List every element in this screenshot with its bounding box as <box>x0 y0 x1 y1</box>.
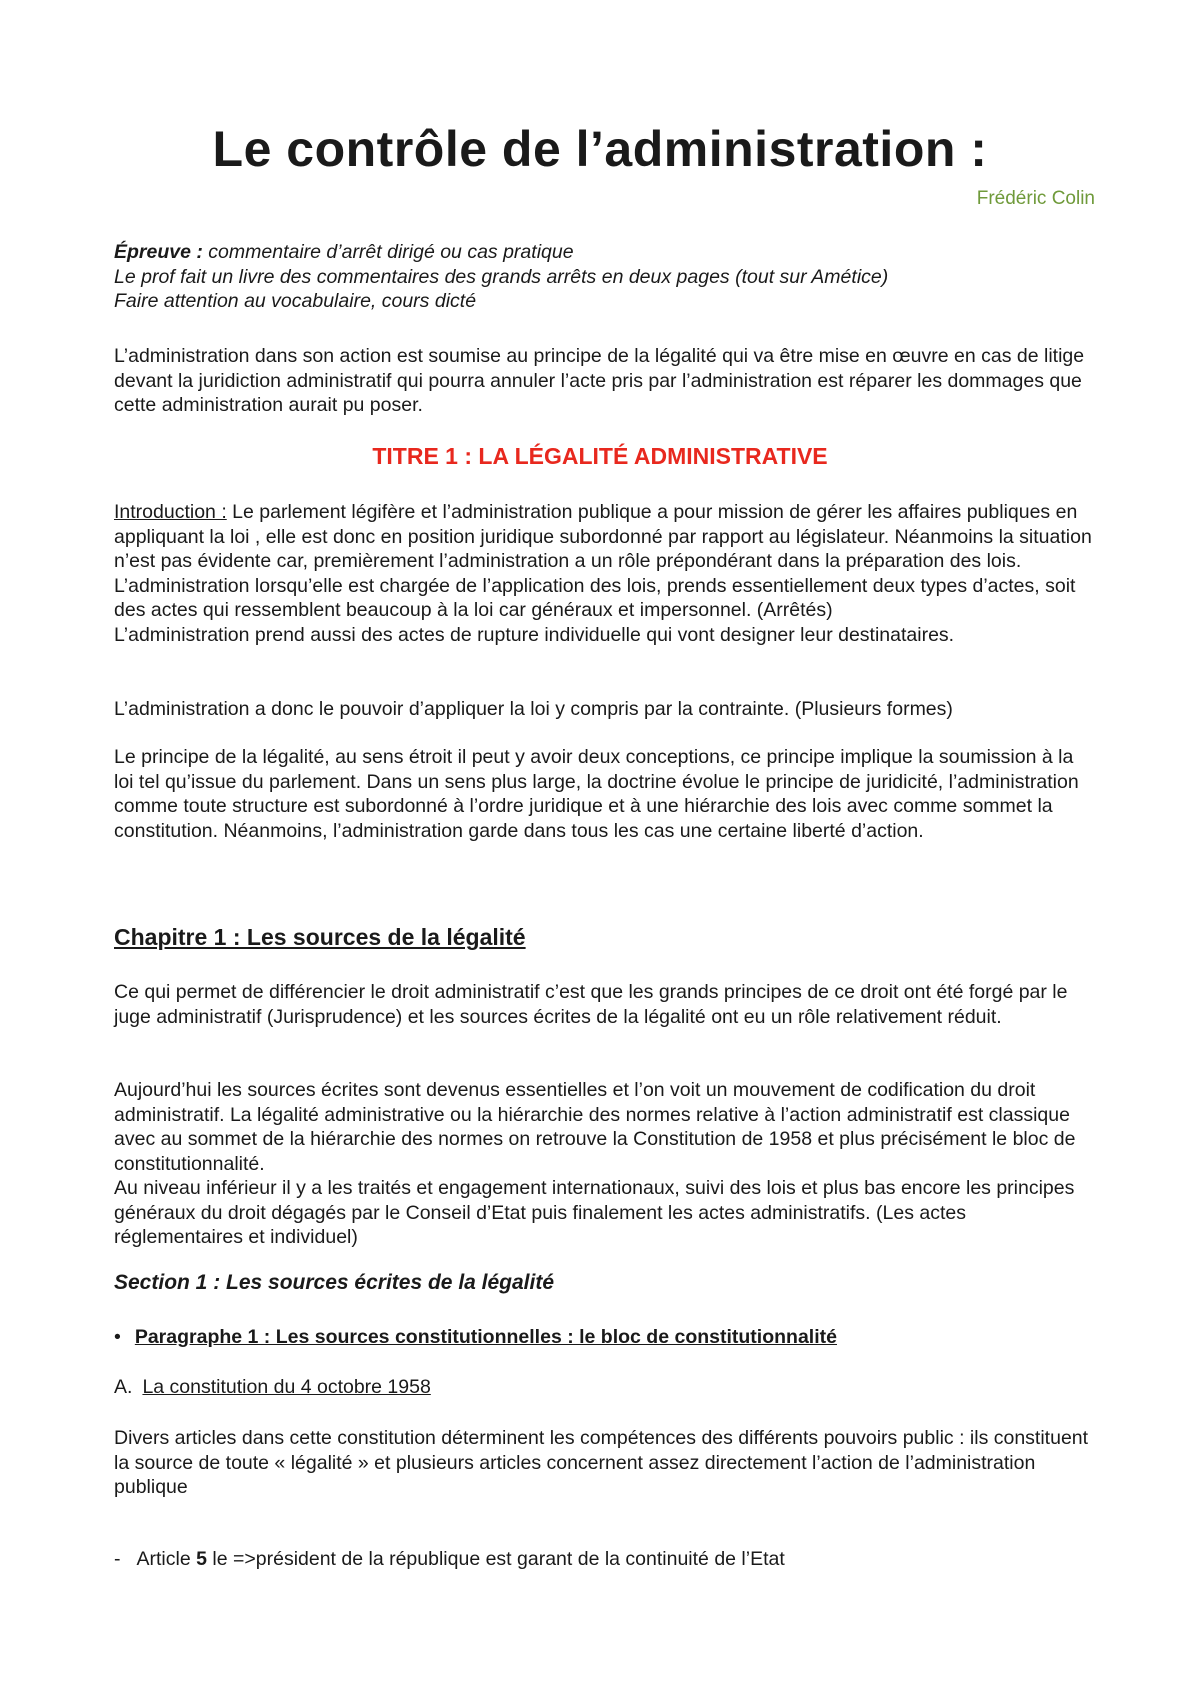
epreuve-line3: Faire attention au vocabulaire, cours dicté <box>114 290 477 312</box>
divers-paragraph <box>114 1426 1098 1500</box>
chapter-1-heading: Chapitre 1 : Les sources de la légalité <box>114 924 526 950</box>
section-1-heading: Section 1 : Les sources écrites de la légalité <box>114 1271 555 1294</box>
subsection-a-heading <box>114 1376 431 1399</box>
epreuve-line2: Le prof fait un livre des commentaires des grands arrêts en deux pages (tout sur Amétice) <box>114 265 889 288</box>
introduction-block <box>114 500 1098 647</box>
introduction-label: Introduction : <box>114 501 227 523</box>
chapter-paragraph-2-text: Aujourd’hui les sources écrites sont devenus essentielles et l’on voit un mouvement de codification du droit administratif. La légalité administrative ou la hiérarchie des normes relative à l’action administratif est classique avec au sommet de la hiérarchie des normes on retrouve la Constitution de 1958 et plus précisément le bloc de constitutionnalité. <box>114 1079 1076 1175</box>
article-5-prefix: Article <box>136 1548 197 1570</box>
chapter-paragraph-1 <box>114 980 1098 1029</box>
dash-icon: - <box>114 1548 121 1570</box>
intro-paragraph-text: L’administration dans son action est soumise au principe de la légalité qui va être mise en œuvre en cas de litige devant la juridiction administratif qui pourra annuler l’acte pris par l’administration est réparer les dommages que cette administration aurait pu poser. <box>114 345 1085 416</box>
subsection-a-letter: A. <box>114 1376 133 1398</box>
document-title: Le contrôle de l’administration : <box>212 121 988 177</box>
principe-paragraph-text: Le principe de la légalité, au sens étroit il peut y avoir deux conceptions, ce principe implique la soumission à la loi tel qu’issue du parlement. Dans un sens plus large, la doctrine évolue le principe de juridicité, l’administration comme toute structure est subordonné à l’ordre juridique et à une hiérarchie des lois avec comme sommet la constitution. Néanmoins, l’administration garde dans tous les cas une certaine liberté d’action. <box>114 746 1079 842</box>
chapter-paragraph-3-text: Au niveau inférieur il y a les traités et engagement internationaux, suivi des lois et plus bas encore les principes généraux du droit dégagés par le Conseil d’Etat puis finalement les actes administratifs. (Les actes réglementaires et individuel) <box>114 1177 1075 1248</box>
titre-1-heading: TITRE 1 : LA LÉGALITÉ ADMINISTRATIVE <box>372 443 828 469</box>
introduction-text: Le parlement légifère et l’administration publique a pour mission de gérer les affaires publiques en appliquant la loi , elle est donc en position juridique subordonné par rapport au législateur. Néanmoins la situation n’est pas évidente car, premièrement l’administration a un rôle prépondérant dans la préparation des lois. L’administration lorsqu’elle est chargée de l’application des lois, prends essentiellement deux types d’actes, soit des actes qui ressemblent beaucoup à la loi car généraux et impersonnel. (Arrêtés) <box>114 501 1092 621</box>
bullet-icon: • <box>114 1326 121 1348</box>
author-name: Frédéric Colin <box>976 188 1095 209</box>
article-5-line <box>114 1548 785 1571</box>
pouvoir-paragraph <box>114 697 1098 722</box>
epreuve-text: commentaire d’arrêt dirigé ou cas pratique <box>202 241 574 263</box>
chapter-paragraph-2 <box>114 1078 1098 1250</box>
divers-paragraph-text: Divers articles dans cette constitution déterminent les compétences des différents pouvoirs public : ils constituent la source de toute « légalité » et plusieurs articles concernent assez directement l’action de l’administration publique <box>114 1427 1089 1498</box>
paragraphe-1-text: Paragraphe 1 : Les sources constitutionnelles : le bloc de constitutionnalité <box>134 1326 837 1348</box>
subsection-a-text: La constitution du 4 octobre 1958 <box>142 1376 431 1398</box>
principe-paragraph <box>114 745 1098 843</box>
epreuve-label: Épreuve : <box>114 241 203 263</box>
introduction-line2: L’administration prend aussi des actes de rupture individuelle qui vont designer leur destinataires. <box>114 623 955 646</box>
epreuve-block <box>114 240 1098 314</box>
article-5-text: le =>président de la république est garant de la continuité de l’Etat <box>206 1548 785 1570</box>
chapter-paragraph-1-text: Ce qui permet de différencier le droit administratif c’est que les grands principes de ce droit ont été forgé par le juge administratif (Jurisprudence) et les sources écrites de la légalité ont eu un rôle relativement réduit. <box>114 981 1068 1028</box>
intro-paragraph <box>114 344 1098 418</box>
article-5-number: 5 <box>196 1548 207 1570</box>
paragraphe-1-heading <box>114 1326 837 1349</box>
pouvoir-paragraph-text: L’administration a donc le pouvoir d’appliquer la loi y compris par la contrainte. (Plusieurs formes) <box>114 698 953 720</box>
